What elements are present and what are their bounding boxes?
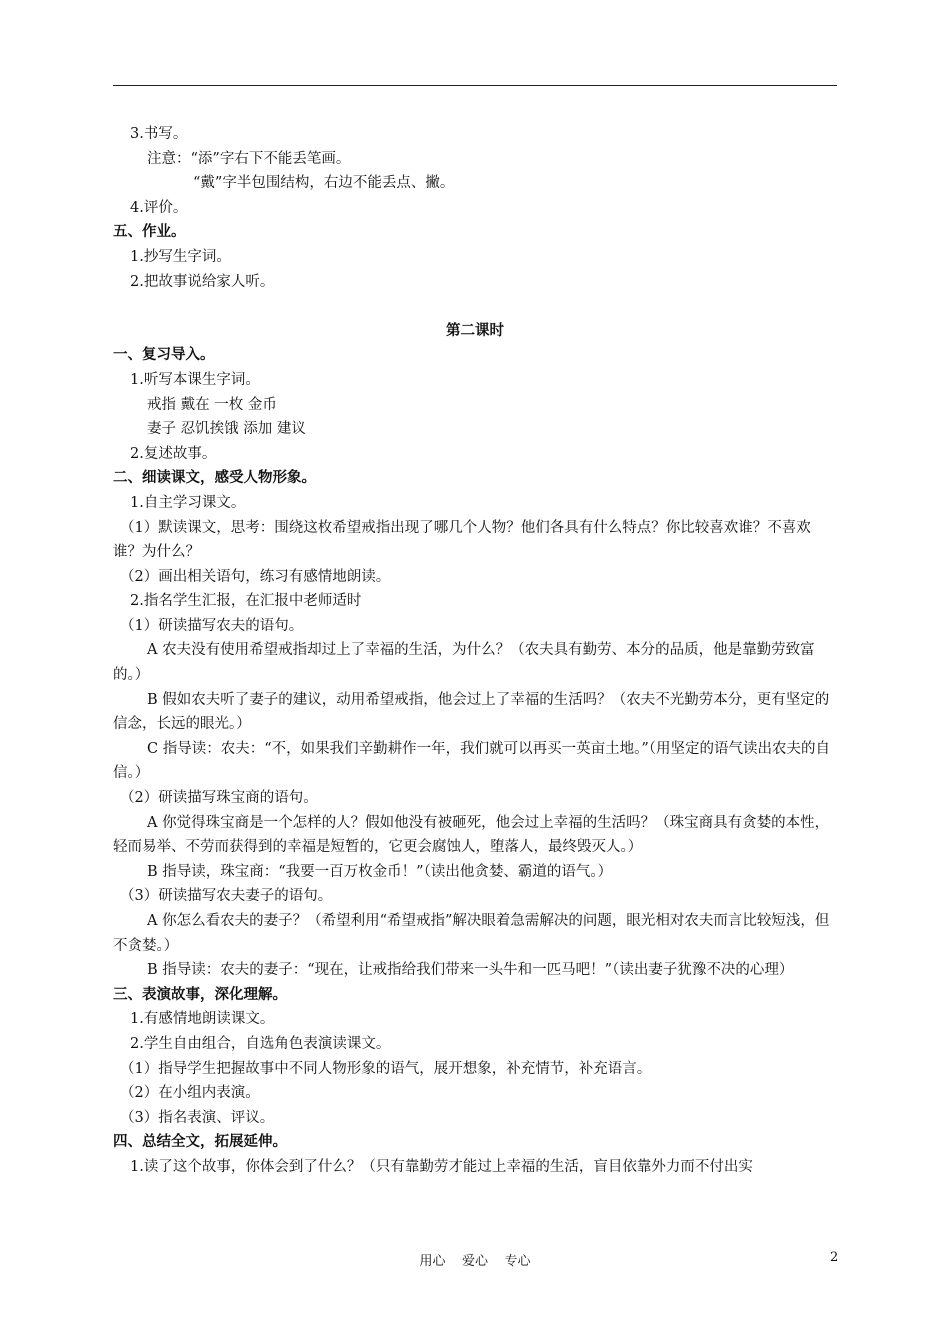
text-line: 4.评价。 (130, 199, 188, 216)
text-line: （3）指名表演、评议。 (120, 1109, 275, 1126)
section-heading: 二、细读课文，感受人物形象。 (113, 469, 316, 487)
text-line: 2.复述故事。 (130, 445, 217, 462)
text-line: A 你觉得珠宝商是一个怎样的人？假如他没有被砸死，他会过上幸福的生活吗？（珠宝商具有贪婪的本性，轻而易举、不劳而获得到的幸福是短暂的，它更会腐蚀人，堕落人，最终毁灭人。） (113, 814, 830, 856)
text-line: 2.把故事说给家人听。 (130, 273, 275, 290)
text-line: 1.自主学习课文。 (130, 494, 246, 511)
text-line: B 假如农夫听了妻子的建议，动用希望戒指，他会过上了幸福的生活吗？（农夫不光勤劳本分，更有坚定的信念，长远的眼光。） (113, 691, 830, 733)
section-heading: 四、总结全文，拓展延伸。 (113, 1133, 287, 1151)
text-line: B 指导读，珠宝商：“我要一百万枚金币！”（读出他贪婪、霸道的语气。） (147, 863, 613, 880)
text-line: 1.抄写生字词。 (130, 248, 231, 265)
footer-motto: 用心 爱心 专心 (419, 1254, 531, 1269)
spacer (113, 294, 837, 319)
text-line: A 农夫没有使用希望戒指却过上了幸福的生活，为什么？（农夫具有勤劳、本分的品质，他是靠勤劳致富的。） (113, 642, 815, 684)
header-rule (113, 85, 837, 86)
text-line: （3）研读描写农夫妻子的语句。 (120, 888, 333, 905)
section-heading: 一、复习导入。 (113, 346, 215, 364)
text-line: （2）在小组内表演。 (120, 1085, 260, 1102)
text-line: B 指导读：农夫的妻子：“现在，让戒指给我们带来一头牛和一匹马吧！”（读出妻子犹豫不决的心理） (147, 962, 794, 979)
text-line: （2）研读描写珠宝商的语句。 (120, 790, 318, 807)
text-line: （1）研读描写农夫的语句。 (120, 617, 304, 634)
text-line: 1.读了这个故事，你体会到了什么？（只有靠勤劳才能过上幸福的生活，盲目依靠外力而不付出实 (130, 1158, 753, 1175)
text-line: “戴”字半包围结构，右边不能丢点、撇。 (193, 175, 455, 192)
section-heading: 五、作业。 (113, 223, 186, 241)
text-line: C 指导读：农夫：“不，如果我们辛勤耕作一年，我们就可以再买一英亩土地。”（用坚定的语气读出农夫的自信。） (113, 740, 831, 782)
text-line: A 你怎么看农夫的妻子？（希望利用“希望戒指”解决眼着急需解决的问题，眼光相对农夫而言比较短浅，但不贪婪。） (113, 913, 830, 954)
document-body (113, 122, 837, 1180)
text-line: 1.有感情地朗读课文。 (130, 1011, 275, 1028)
text-line: 3.书写。 (130, 126, 188, 142)
section-heading: 第二课时 (446, 321, 504, 339)
section-heading: 三、表演故事，深化理解。 (113, 985, 287, 1003)
text-line: 戒指 戴在 一枚 金币 (147, 396, 277, 413)
page-number: 2 (830, 1250, 839, 1265)
text-line: （2）画出相关语句，练习有感情地朗读。 (120, 568, 391, 585)
text-line: 妻子 忍饥挨饿 添加 建议 (147, 421, 306, 438)
text-line: （1）指导学生把握故事中不同人物形象的语气，展开想象，补充情节，补充语言。 (120, 1060, 652, 1077)
text-line: 1.听写本课生字词。 (130, 371, 260, 388)
text-line: （1）默读课文，思考：围绕这枚希望戒指出现了哪几个人物？他们各具有什么特点？你比较喜欢谁？不喜欢谁？为什么？ (113, 519, 811, 561)
text-line: 2.学生自由组合，自选角色表演读课文。 (130, 1035, 391, 1052)
text-line: 2.指名学生汇报，在汇报中老师适时 (130, 593, 362, 610)
text-line: 注意：“添”字右下不能丢笔画。 (147, 150, 351, 167)
